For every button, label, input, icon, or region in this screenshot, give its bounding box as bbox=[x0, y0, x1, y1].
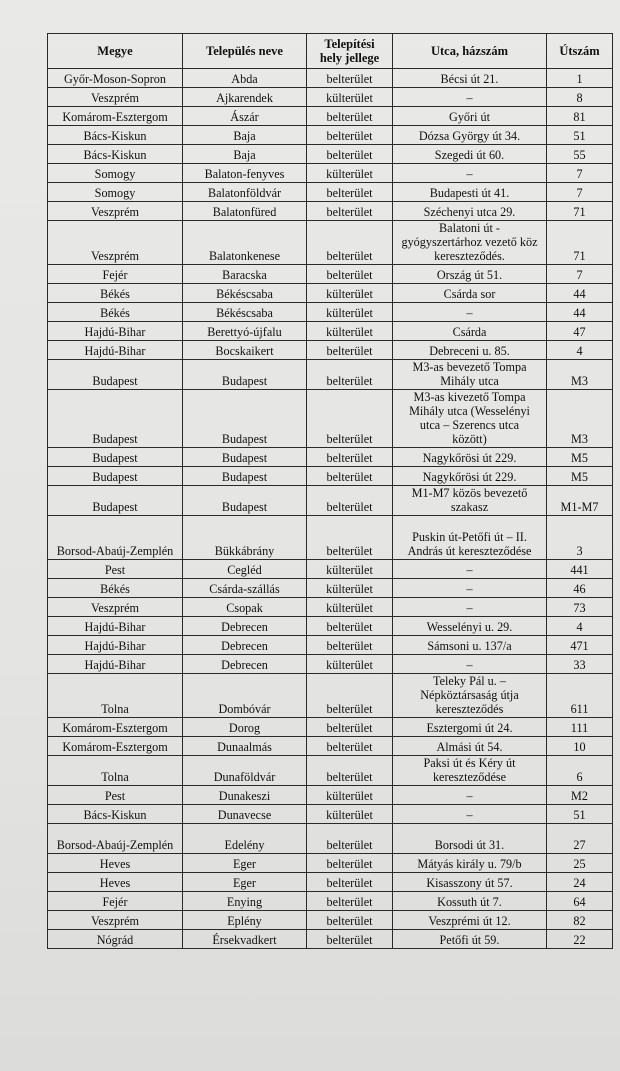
cell-utca bbox=[393, 221, 547, 265]
cell-utszam: 71 bbox=[547, 221, 613, 265]
cell-telepules: Bükkábrány bbox=[183, 516, 307, 560]
cell-utca bbox=[393, 892, 547, 911]
table-row bbox=[48, 284, 613, 303]
cell-megye: Békés bbox=[48, 579, 183, 598]
cell-jelleg: belterület bbox=[307, 824, 393, 854]
cell-megye: Fejér bbox=[48, 265, 183, 284]
table-row bbox=[48, 824, 613, 854]
table-row bbox=[48, 486, 613, 516]
cell-utca-line: Bécsi út 21. bbox=[440, 72, 499, 86]
cell-utca bbox=[393, 448, 547, 467]
cell-utca-line: Nagykőrösi út 229. bbox=[422, 451, 517, 465]
cell-utca-line: Borsodi út 31. bbox=[434, 838, 505, 852]
cell-utszam: 7 bbox=[547, 265, 613, 284]
table-row bbox=[48, 164, 613, 183]
table-row bbox=[48, 322, 613, 341]
cell-utszam: 46 bbox=[547, 579, 613, 598]
cell-utszam: 24 bbox=[547, 873, 613, 892]
cell-jelleg: belterület bbox=[307, 892, 393, 911]
cell-utca bbox=[393, 284, 547, 303]
cell-utca-line: kereszteződés. bbox=[434, 249, 505, 263]
header-utca: Utca, házszám bbox=[393, 34, 547, 69]
cell-utszam: 1 bbox=[547, 69, 613, 88]
table-row bbox=[48, 598, 613, 617]
cell-jelleg: külterület bbox=[307, 598, 393, 617]
cell-utca-line: Petőfi út 59. bbox=[439, 933, 500, 947]
cell-utca bbox=[393, 930, 547, 949]
table-row bbox=[48, 202, 613, 221]
cell-telepules: Budapest bbox=[183, 448, 307, 467]
cell-telepules: Abda bbox=[183, 69, 307, 88]
cell-utca bbox=[393, 598, 547, 617]
cell-utca bbox=[393, 390, 547, 448]
table-row bbox=[48, 107, 613, 126]
cell-jelleg: belterület bbox=[307, 202, 393, 221]
cell-telepules: Eger bbox=[183, 854, 307, 873]
cell-megye: Békés bbox=[48, 303, 183, 322]
cell-jelleg: belterület bbox=[307, 107, 393, 126]
cell-jelleg: külterület bbox=[307, 786, 393, 805]
cell-megye: Budapest bbox=[48, 486, 183, 516]
cell-utca bbox=[393, 655, 547, 674]
cell-jelleg: belterület bbox=[307, 911, 393, 930]
cell-telepules: Dunakeszi bbox=[183, 786, 307, 805]
cell-jelleg: belterület bbox=[307, 265, 393, 284]
cell-telepules: Bocskaikert bbox=[183, 341, 307, 360]
cell-utca bbox=[393, 88, 547, 107]
cell-utca-line: Paksi út és Kéry út bbox=[423, 756, 516, 770]
cell-utca-line: Sámsoni u. 137/a bbox=[427, 639, 512, 653]
cell-utca bbox=[393, 164, 547, 183]
cell-utca bbox=[393, 516, 547, 560]
cell-utszam: 22 bbox=[547, 930, 613, 949]
cell-jelleg: külterület bbox=[307, 322, 393, 341]
cell-utca-line: Győri út bbox=[449, 110, 490, 124]
cell-jelleg: belterület bbox=[307, 126, 393, 145]
table-row bbox=[48, 911, 613, 930]
cell-jelleg: belterület bbox=[307, 221, 393, 265]
cell-utca-line: M3-as bevezető Tompa bbox=[412, 360, 527, 374]
cell-megye: Somogy bbox=[48, 164, 183, 183]
table-row bbox=[48, 636, 613, 655]
cell-telepules: Baracska bbox=[183, 265, 307, 284]
table-row bbox=[48, 341, 613, 360]
cell-utca-line: M1-M7 közös bevezető bbox=[411, 486, 528, 500]
cell-utszam: 51 bbox=[547, 126, 613, 145]
cell-utca-line: utca – Szerencs utca bbox=[419, 418, 520, 432]
cell-jelleg: külterület bbox=[307, 164, 393, 183]
cell-utszam: 64 bbox=[547, 892, 613, 911]
cell-jelleg: külterület bbox=[307, 560, 393, 579]
cell-utca bbox=[393, 126, 547, 145]
cell-utca bbox=[393, 854, 547, 873]
cell-utszam: 7 bbox=[547, 164, 613, 183]
cell-jelleg: belterület bbox=[307, 516, 393, 560]
cell-utca-line: – bbox=[466, 601, 473, 615]
cell-utca-line: Teleky Pál u. – bbox=[433, 674, 506, 688]
cell-utca bbox=[393, 786, 547, 805]
cell-utca-line: Puskin út-Petőfi út – II. bbox=[412, 530, 527, 544]
cell-utca-line: Nagykőrösi út 229. bbox=[422, 470, 517, 484]
cell-utszam: 4 bbox=[547, 617, 613, 636]
table-row bbox=[48, 930, 613, 949]
table-row bbox=[48, 448, 613, 467]
cell-megye: Budapest bbox=[48, 360, 183, 390]
cell-jelleg: külterület bbox=[307, 655, 393, 674]
cell-telepules: Dunavecse bbox=[183, 805, 307, 824]
cell-utszam: 71 bbox=[547, 202, 613, 221]
table-row bbox=[48, 674, 613, 718]
cell-megye: Veszprém bbox=[48, 88, 183, 107]
cell-utca-line: Mihály utca (Wesselényi bbox=[409, 404, 530, 418]
table-row bbox=[48, 265, 613, 284]
cell-utca bbox=[393, 107, 547, 126]
cell-megye: Nógrád bbox=[48, 930, 183, 949]
cell-utca bbox=[393, 718, 547, 737]
cell-utszam: 33 bbox=[547, 655, 613, 674]
cell-megye: Komárom-Esztergom bbox=[48, 718, 183, 737]
table-row bbox=[48, 805, 613, 824]
table-row bbox=[48, 88, 613, 107]
cell-utca-line: Széchenyi utca 29. bbox=[423, 205, 516, 219]
header-telepules: Település neve bbox=[183, 34, 307, 69]
cell-utca-line: Népköztársaság útja bbox=[420, 688, 519, 702]
cell-utszam: 3 bbox=[547, 516, 613, 560]
cell-telepules: Ajkarendek bbox=[183, 88, 307, 107]
cell-jelleg: külterület bbox=[307, 303, 393, 322]
cell-jelleg: belterület bbox=[307, 448, 393, 467]
cell-megye: Veszprém bbox=[48, 911, 183, 930]
table-header-row bbox=[48, 34, 613, 69]
cell-utca bbox=[393, 486, 547, 516]
cell-megye: Heves bbox=[48, 854, 183, 873]
cell-telepules: Dunaföldvár bbox=[183, 756, 307, 786]
cell-utszam: 4 bbox=[547, 341, 613, 360]
cell-jelleg: belterület bbox=[307, 467, 393, 486]
table-row bbox=[48, 303, 613, 322]
table-row bbox=[48, 221, 613, 265]
cell-utca bbox=[393, 467, 547, 486]
table-row bbox=[48, 786, 613, 805]
table-row bbox=[48, 126, 613, 145]
cell-megye: Békés bbox=[48, 284, 183, 303]
cell-telepules: Baja bbox=[183, 126, 307, 145]
table-row bbox=[48, 854, 613, 873]
cell-megye: Heves bbox=[48, 873, 183, 892]
cell-telepules: Debrecen bbox=[183, 617, 307, 636]
cell-megye: Tolna bbox=[48, 674, 183, 718]
cell-utszam: 82 bbox=[547, 911, 613, 930]
cell-utszam: 81 bbox=[547, 107, 613, 126]
cell-jelleg: belterület bbox=[307, 183, 393, 202]
table-row bbox=[48, 467, 613, 486]
cell-utca bbox=[393, 560, 547, 579]
cell-utca bbox=[393, 617, 547, 636]
cell-jelleg: belterület bbox=[307, 854, 393, 873]
cell-telepules: Baja bbox=[183, 145, 307, 164]
cell-utszam: 44 bbox=[547, 284, 613, 303]
cell-utszam: M5 bbox=[547, 448, 613, 467]
header-jelleg-line1: Telepítési bbox=[324, 37, 375, 51]
table-body bbox=[48, 69, 613, 949]
table-row bbox=[48, 617, 613, 636]
cell-telepules: Dunaalmás bbox=[183, 737, 307, 756]
cell-utca bbox=[393, 824, 547, 854]
cell-utszam: M5 bbox=[547, 467, 613, 486]
cell-telepules: Eger bbox=[183, 873, 307, 892]
cell-utca bbox=[393, 341, 547, 360]
cell-telepules: Békéscsaba bbox=[183, 284, 307, 303]
cell-utca-line bbox=[395, 824, 544, 838]
cell-utca bbox=[393, 674, 547, 718]
table-row bbox=[48, 560, 613, 579]
cell-utca-line: Csárda bbox=[452, 325, 487, 339]
cell-utca-line: Mihály utca bbox=[440, 374, 499, 388]
cell-megye: Hajdú-Bihar bbox=[48, 636, 183, 655]
cell-telepules: Dorog bbox=[183, 718, 307, 737]
cell-megye: Veszprém bbox=[48, 598, 183, 617]
cell-utszam: 8 bbox=[547, 88, 613, 107]
header-megye: Megye bbox=[48, 34, 183, 69]
table-row bbox=[48, 69, 613, 88]
cell-utszam: 27 bbox=[547, 824, 613, 854]
cell-megye: Komárom-Esztergom bbox=[48, 107, 183, 126]
table-row bbox=[48, 145, 613, 164]
cell-megye: Veszprém bbox=[48, 221, 183, 265]
table-row bbox=[48, 756, 613, 786]
cell-jelleg: külterület bbox=[307, 805, 393, 824]
cell-utca-line: szakasz bbox=[450, 500, 489, 514]
cell-utca-line: gyógyszertárhoz vezető köz bbox=[401, 235, 538, 249]
cell-utszam: 55 bbox=[547, 145, 613, 164]
table-row bbox=[48, 390, 613, 448]
cell-jelleg: belterület bbox=[307, 756, 393, 786]
cell-megye: Hajdú-Bihar bbox=[48, 617, 183, 636]
cell-jelleg: külterület bbox=[307, 88, 393, 107]
cell-telepules: Budapest bbox=[183, 486, 307, 516]
cell-utca bbox=[393, 145, 547, 164]
cell-telepules: Csopak bbox=[183, 598, 307, 617]
cell-utszam: 471 bbox=[547, 636, 613, 655]
cell-utca-line: kereszteződése bbox=[432, 770, 507, 784]
cell-utca bbox=[393, 322, 547, 341]
cell-utca-line: – bbox=[466, 658, 473, 672]
cell-jelleg: belterület bbox=[307, 718, 393, 737]
cell-utca bbox=[393, 303, 547, 322]
cell-jelleg: belterület bbox=[307, 617, 393, 636]
cell-jelleg: belterület bbox=[307, 390, 393, 448]
cell-telepules: Budapest bbox=[183, 467, 307, 486]
cell-telepules: Balatonfüred bbox=[183, 202, 307, 221]
cell-utca-line: Esztergomi út 24. bbox=[426, 721, 513, 735]
cell-utca-line: – bbox=[466, 306, 473, 320]
cell-jelleg: külterület bbox=[307, 284, 393, 303]
cell-megye: Hajdú-Bihar bbox=[48, 655, 183, 674]
cell-megye: Hajdú-Bihar bbox=[48, 341, 183, 360]
cell-utca-line: Mátyás király u. 79/b bbox=[417, 857, 522, 871]
cell-utca-line: – bbox=[466, 582, 473, 596]
cell-utca-line: Debreceni u. 85. bbox=[429, 344, 510, 358]
table-row bbox=[48, 516, 613, 560]
cell-jelleg: belterület bbox=[307, 486, 393, 516]
cell-utca-line: Almási út 54. bbox=[436, 740, 503, 754]
cell-jelleg: belterület bbox=[307, 674, 393, 718]
table-row bbox=[48, 579, 613, 598]
cell-megye: Győr-Moson-Sopron bbox=[48, 69, 183, 88]
cell-telepules: Balatonkenese bbox=[183, 221, 307, 265]
cell-jelleg: külterület bbox=[307, 579, 393, 598]
cell-megye: Somogy bbox=[48, 183, 183, 202]
cell-megye: Bács-Kiskun bbox=[48, 805, 183, 824]
cell-utszam: 10 bbox=[547, 737, 613, 756]
cell-telepules: Debrecen bbox=[183, 636, 307, 655]
table-row bbox=[48, 360, 613, 390]
cell-telepules: Cegléd bbox=[183, 560, 307, 579]
cell-utca-line: Ország út 51. bbox=[436, 268, 503, 282]
cell-utca bbox=[393, 202, 547, 221]
cell-utca-line: András út kereszteződése bbox=[407, 544, 532, 558]
cell-jelleg: belterület bbox=[307, 737, 393, 756]
cell-telepules: Eplény bbox=[183, 911, 307, 930]
cell-utszam: 111 bbox=[547, 718, 613, 737]
cell-telepules: Balaton-fenyves bbox=[183, 164, 307, 183]
cell-telepules: Berettyó-újfalu bbox=[183, 322, 307, 341]
cell-utszam: 25 bbox=[547, 854, 613, 873]
table-row bbox=[48, 737, 613, 756]
cell-utszam: M1-M7 bbox=[547, 486, 613, 516]
cell-utca-line: Budapesti út 41. bbox=[429, 186, 510, 200]
cell-utszam: 7 bbox=[547, 183, 613, 202]
table-row bbox=[48, 718, 613, 737]
cell-utca-line: – bbox=[466, 167, 473, 181]
cell-utca-line: – bbox=[466, 563, 473, 577]
cell-telepules: Edelény bbox=[183, 824, 307, 854]
cell-telepules: Csárda-szállás bbox=[183, 579, 307, 598]
cell-telepules: Balatonföldvár bbox=[183, 183, 307, 202]
cell-telepules: Érsekvadkert bbox=[183, 930, 307, 949]
cell-utca-line: Veszprémi út 12. bbox=[428, 914, 511, 928]
cell-megye: Borsod-Abaúj-Zemplén bbox=[48, 824, 183, 854]
cell-utszam: 6 bbox=[547, 756, 613, 786]
cell-utszam: 51 bbox=[547, 805, 613, 824]
cell-megye: Pest bbox=[48, 560, 183, 579]
cell-utszam: M3 bbox=[547, 360, 613, 390]
cell-utca bbox=[393, 636, 547, 655]
cell-telepules: Debrecen bbox=[183, 655, 307, 674]
cell-utszam: 44 bbox=[547, 303, 613, 322]
header-utszam: Útszám bbox=[547, 34, 613, 69]
cell-megye: Pest bbox=[48, 786, 183, 805]
cell-megye: Veszprém bbox=[48, 202, 183, 221]
cell-utca-line: Szegedi út 60. bbox=[434, 148, 505, 162]
station-table bbox=[47, 33, 613, 949]
cell-utca bbox=[393, 265, 547, 284]
cell-jelleg: belterület bbox=[307, 930, 393, 949]
cell-utca bbox=[393, 756, 547, 786]
cell-utca bbox=[393, 911, 547, 930]
cell-megye: Bács-Kiskun bbox=[48, 126, 183, 145]
cell-megye: Hajdú-Bihar bbox=[48, 322, 183, 341]
cell-telepules: Ászár bbox=[183, 107, 307, 126]
header-jelleg bbox=[307, 34, 393, 69]
cell-megye: Bács-Kiskun bbox=[48, 145, 183, 164]
cell-utca bbox=[393, 360, 547, 390]
cell-megye: Fejér bbox=[48, 892, 183, 911]
cell-megye: Budapest bbox=[48, 448, 183, 467]
cell-jelleg: belterület bbox=[307, 69, 393, 88]
cell-utca-line: Wesselényi u. 29. bbox=[426, 620, 513, 634]
table-row bbox=[48, 892, 613, 911]
cell-utszam: M2 bbox=[547, 786, 613, 805]
cell-utca-line: Dózsa György út 34. bbox=[418, 129, 521, 143]
cell-utca bbox=[393, 737, 547, 756]
cell-utca-line bbox=[395, 516, 544, 530]
cell-jelleg: belterület bbox=[307, 360, 393, 390]
table-row bbox=[48, 183, 613, 202]
cell-telepules: Budapest bbox=[183, 360, 307, 390]
cell-jelleg: belterület bbox=[307, 145, 393, 164]
cell-telepules: Békéscsaba bbox=[183, 303, 307, 322]
cell-telepules: Budapest bbox=[183, 390, 307, 448]
cell-utca bbox=[393, 579, 547, 598]
cell-utca-line: M3-as kivezető Tompa bbox=[413, 390, 526, 404]
cell-megye: Tolna bbox=[48, 756, 183, 786]
cell-utszam: 611 bbox=[547, 674, 613, 718]
cell-megye: Budapest bbox=[48, 390, 183, 448]
cell-utca-line: Balatoni út - bbox=[439, 221, 500, 235]
cell-utca-line: Kisasszony út 57. bbox=[426, 876, 513, 890]
cell-utszam: 73 bbox=[547, 598, 613, 617]
cell-jelleg: belterület bbox=[307, 873, 393, 892]
cell-utca-line: Kossuth út 7. bbox=[437, 895, 502, 909]
cell-utszam: 47 bbox=[547, 322, 613, 341]
cell-utca-line: Csárda sor bbox=[443, 287, 496, 301]
cell-utca-line: – bbox=[466, 91, 473, 105]
cell-utca bbox=[393, 873, 547, 892]
cell-megye: Komárom-Esztergom bbox=[48, 737, 183, 756]
cell-utca-line: között) bbox=[452, 432, 487, 446]
cell-utszam: 441 bbox=[547, 560, 613, 579]
cell-jelleg: belterület bbox=[307, 636, 393, 655]
table-row bbox=[48, 655, 613, 674]
table-row bbox=[48, 873, 613, 892]
cell-utca-line: – bbox=[466, 808, 473, 822]
cell-utca bbox=[393, 183, 547, 202]
header-jelleg-line2: hely jellege bbox=[319, 51, 380, 65]
cell-utca bbox=[393, 805, 547, 824]
cell-jelleg: belterület bbox=[307, 341, 393, 360]
cell-telepules: Enying bbox=[183, 892, 307, 911]
cell-utca-line: kereszteződés bbox=[435, 702, 504, 716]
cell-utszam: M3 bbox=[547, 390, 613, 448]
cell-megye: Budapest bbox=[48, 467, 183, 486]
cell-telepules: Dombóvár bbox=[183, 674, 307, 718]
cell-utca-line: – bbox=[466, 789, 473, 803]
cell-megye: Borsod-Abaúj-Zemplén bbox=[48, 516, 183, 560]
cell-utca bbox=[393, 69, 547, 88]
